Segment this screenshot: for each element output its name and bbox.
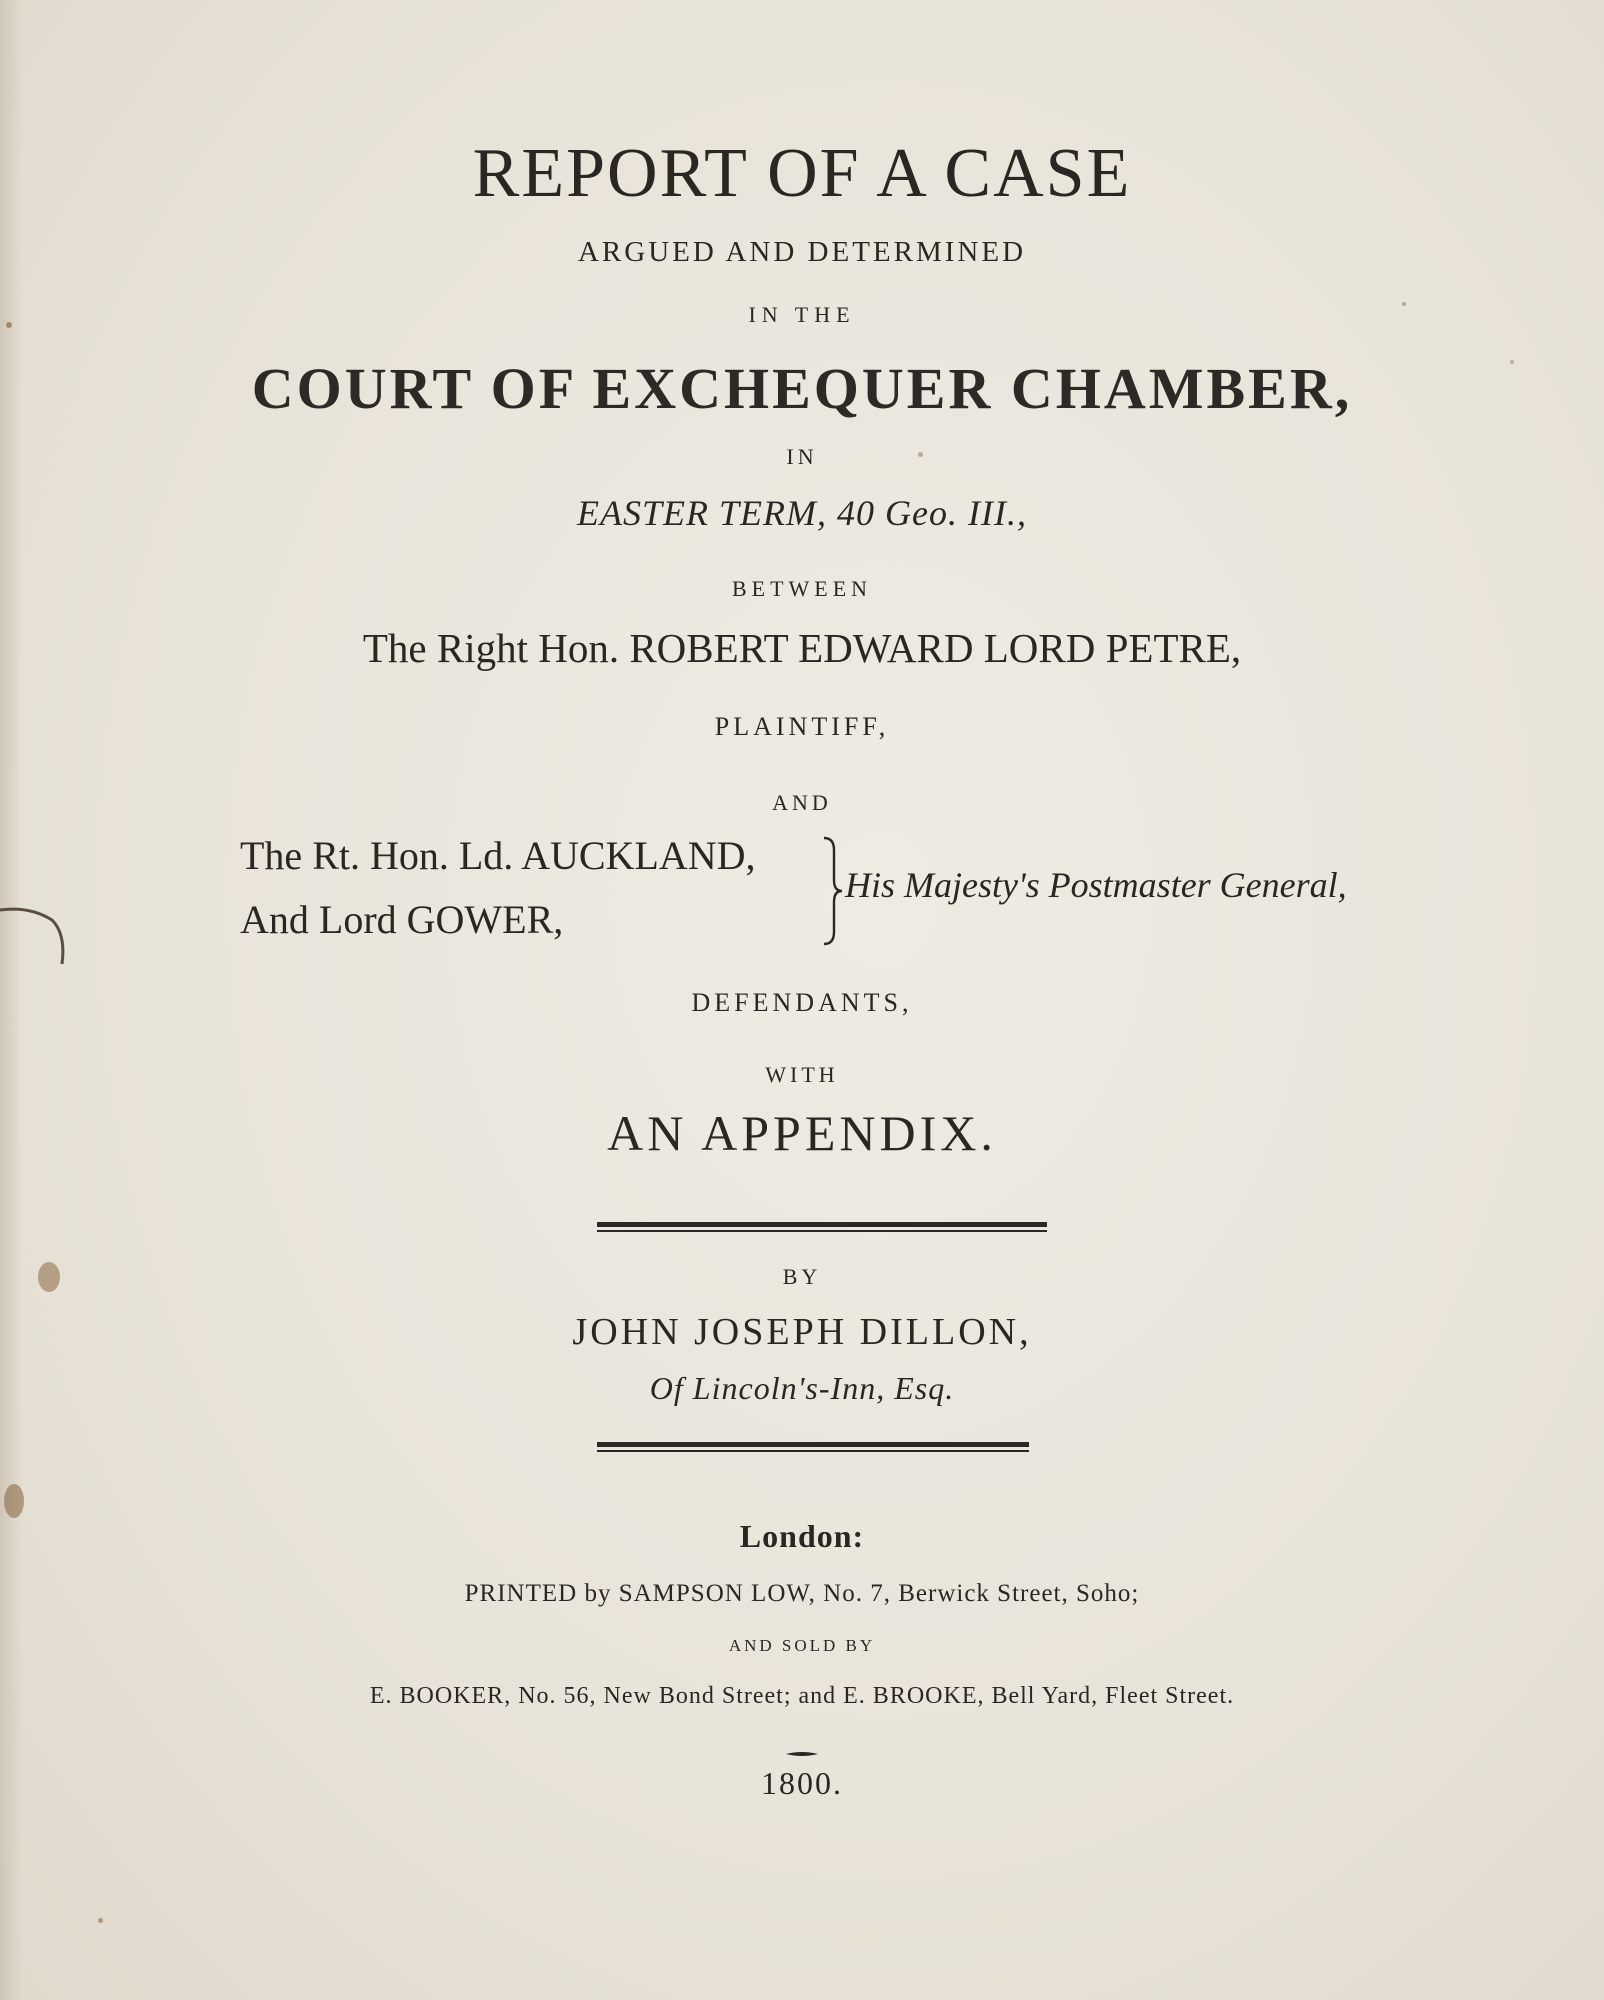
- defendant-auckland: The Rt. Hon. Ld. AUCKLAND,: [240, 833, 756, 878]
- imprint-printer: PRINTED by SAMPSON LOW, No. 7, Berwick Street, Soho;: [464, 1580, 1140, 1607]
- defendant-gower: And Lord GOWER,: [240, 897, 564, 942]
- rule-thick-line: [597, 1442, 1029, 1447]
- subtitle-in: IN: [786, 444, 818, 469]
- book-title: REPORT OF A CASE: [472, 135, 1132, 212]
- by-label: BY: [782, 1264, 822, 1289]
- rule-thick-line: [597, 1222, 1047, 1227]
- between-label: BETWEEN: [731, 576, 873, 601]
- defendant-role: His Majesty's Postmaster General,: [845, 865, 1347, 905]
- page-tear-icon: [0, 900, 72, 980]
- imprint-sellers: E. BOOKER, No. 56, New Bond Street; and E. BROOKE, Bell Yard, Fleet Street.: [369, 1683, 1235, 1709]
- curly-brace-icon: [820, 836, 844, 946]
- foxing-spot: [1402, 302, 1406, 306]
- swell-rule-icon: [786, 1750, 818, 1758]
- double-rule-top: [597, 1222, 1047, 1232]
- defendants-label: DEFENDANTS,: [691, 988, 913, 1017]
- foxing-spot: [6, 322, 12, 328]
- rule-thin-line: [597, 1230, 1047, 1232]
- plaintiff-name: The Right Hon. ROBERT EDWARD LORD PETRE,: [362, 625, 1242, 671]
- rule-thin-line: [597, 1450, 1029, 1452]
- foxing-spot: [98, 1918, 103, 1923]
- plaintiff-label: PLAINTIFF,: [714, 712, 890, 741]
- foxing-spot: [1510, 360, 1514, 364]
- imprint-sold-by: AND SOLD BY: [728, 1636, 876, 1655]
- defendants-block: [240, 832, 1440, 952]
- term-line: EASTER TERM, 40 Geo. III.,: [577, 493, 1027, 533]
- author-affiliation: Of Lincoln's-Inn, Esq.: [649, 1370, 955, 1406]
- imprint-place: London:: [739, 1518, 865, 1554]
- with-label: WITH: [765, 1062, 839, 1087]
- publication-year: 1800.: [761, 1765, 843, 1801]
- author-name: JOHN JOSEPH DILLON,: [572, 1311, 1032, 1353]
- foxing-spot: [38, 1262, 60, 1292]
- appendix-heading: AN APPENDIX.: [607, 1105, 997, 1161]
- foxing-spot: [4, 1484, 24, 1518]
- court-name: COURT OF EXCHEQUER CHAMBER,: [251, 356, 1353, 421]
- subtitle-argued: ARGUED AND DETERMINED: [577, 236, 1027, 268]
- subtitle-in-the: IN THE: [748, 302, 856, 327]
- foxing-spot: [918, 452, 923, 457]
- and-label: AND: [772, 790, 832, 815]
- double-rule-bottom: [597, 1442, 1029, 1452]
